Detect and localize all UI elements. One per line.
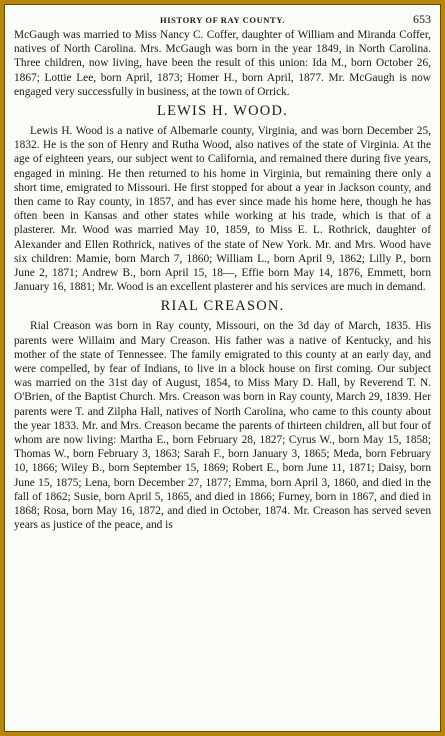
biography-rial-creason: Rial Creason was born in Ray county, Missouri, on the 3d day of March, 1835. His parents were Willaim and Mary Creason. His father was a native of Kentucky, and his mother of the state of Tennessee. The family emigrated to this county at an early day, and were compelled, by fear of Indians, to live in a block house on first coming. Our subject was married on the 31st day of August, 1854, to Miss Mary D. Hall, by Reverend T. N. O'Brien, of the Baptist Church. Mrs. Creason was born in Ray county, March 29, 1839. Her parents were T. and Zilpha Hall, natives of North Carolina, who came to this county about the year 1833. Mr. and Mrs. Creason became the parents of thirteen children, all but four of whom are now living: Martha E., born February 28, 1827; Cyrus W., born May 15, 1858; Thomas W., born February 3, 1863; Sarah F., born January 3, 1865; Meda, born February 10, 1866; Wiley B., born September 15, 1869; Robert E., born June 11, 1871; Daisy, born June 15, 1875; Lena, born December 27, 1877; Emma, born April 3, 1860, and died in the fall of 1862; Susie, born April 5, 1865, and died in 1866; Furney, born in 1867, and died in 1868; Rosa, born May 16, 1872, and died in October, 1874. Mr. Creason has served seven years as justice of the peace, and is xyxy=(14,320,431,532)
page-number: 653 xyxy=(413,12,431,26)
running-title: HISTORY OF RAY COUNTY. xyxy=(160,15,285,25)
biography-lewis-wood: Lewis H. Wood is a native of Albemarle county, Virginia, and was born December 25, 1832. He is the son of Henry and Rutha Wood, also natives of the state of Virginia. At the age of eighteen years, our subject went to California, and remained there during five years, engaged in mining. He then returned to his home in Virginia, but remaining there only a short time, emigrated to Missouri. He first stopped for about a year in Jackson county, and then came to Ray county, in 1857, and has ever since made his home here, though he has often been in Kansas and other states while working at his trade, which is that of a plasterer. Mr. Wood was married May 10, 1859, to Miss E. L. Rothrick, daughter of Alexander and Ellen Rothrick, natives of the state of New York. Mr. and Mrs. Wood have six children: Mamie, born March 7, 1860; William L., born April 9, 1862; Lilly P., born June 2, 1871; Andrew B., born April 15, 18—, Effie born May 14, 1876, Emmett, born January 16, 1881; Mr. Wood is an excellent plasterer and his services are much in demand. xyxy=(14,125,431,294)
running-header xyxy=(14,12,431,28)
book-page xyxy=(14,12,431,533)
continued-paragraph: McGaugh was married to Miss Nancy C. Coffer, daughter of William and Miranda Coffer, natives of North Carolina. Mrs. McGaugh was born in the year 1849, in North Carolina. Three children, now living, have been the result of this union: Ida M., born October 26, 1867; Lottie Lee, born April, 1873; Homer H., born April, 1877. Mr. McGaugh is now engaged very successfully in business, at the town of Orrick. xyxy=(14,29,431,98)
section-heading-rial-creason: RIAL CREASON. xyxy=(160,298,285,315)
section-heading-lewis-wood: LEWIS H. WOOD. xyxy=(157,103,288,120)
